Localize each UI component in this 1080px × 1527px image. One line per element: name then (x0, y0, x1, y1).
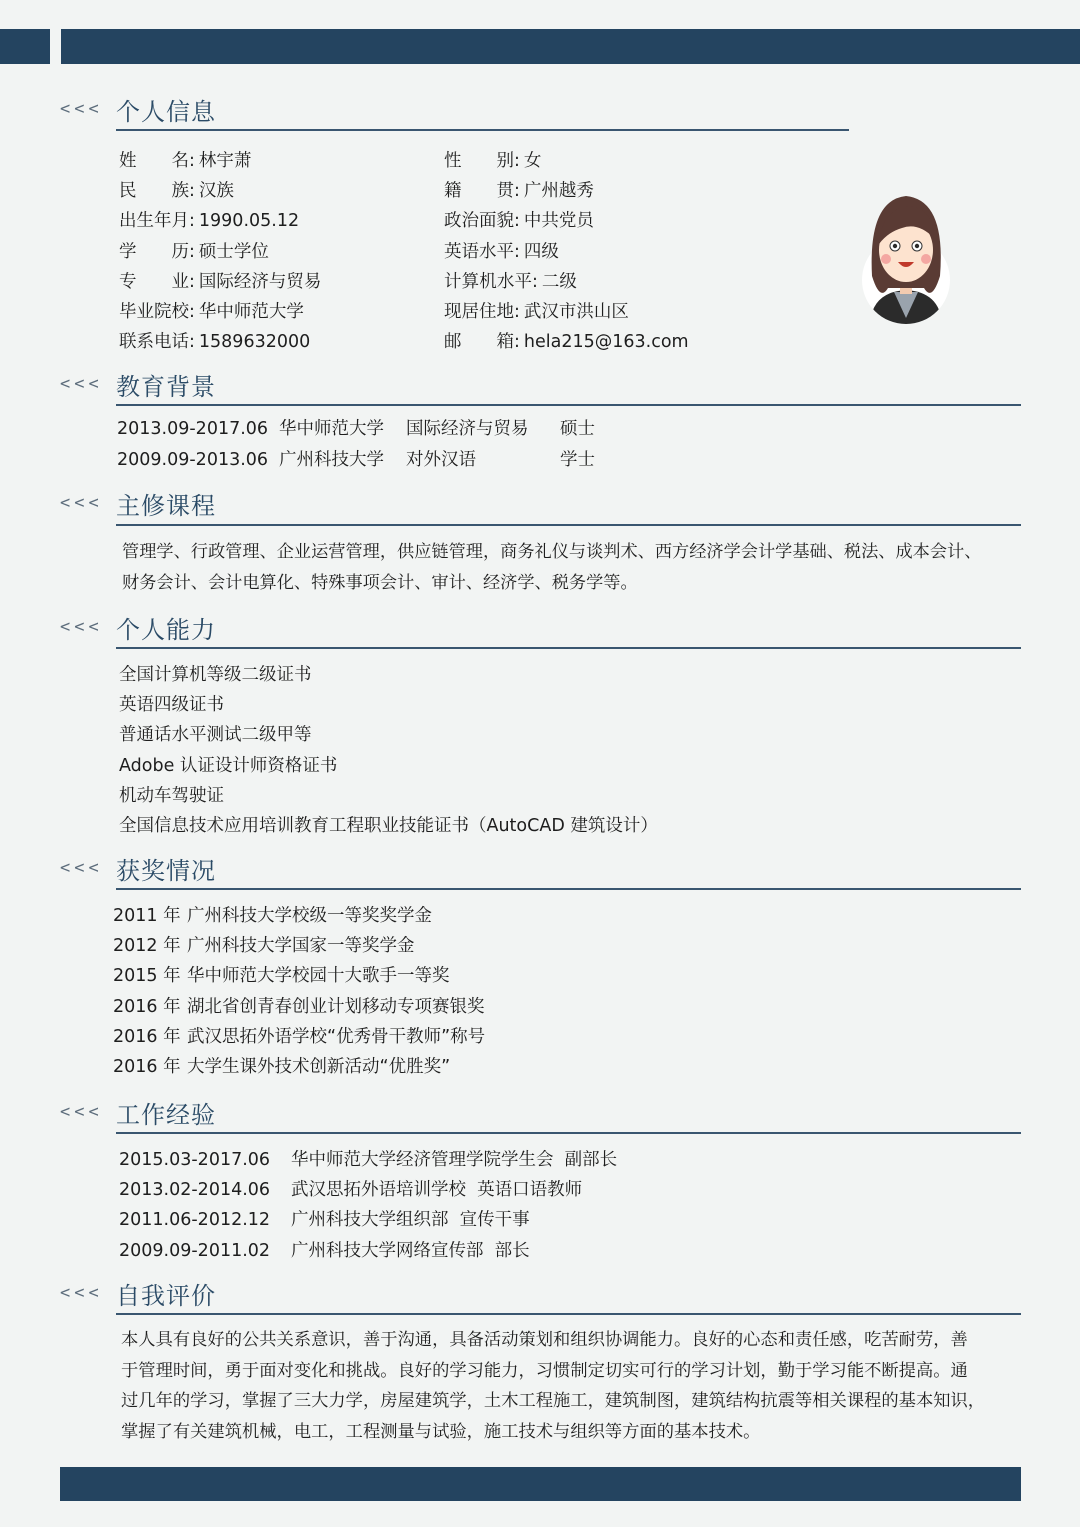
section-title: 主修课程 (116, 491, 216, 520)
education-period: 2013.09-2017.06 (117, 419, 269, 439)
info-label: 计算机水平 (444, 271, 532, 292)
work-period: 2015.03-2017.06 (119, 1150, 271, 1170)
section-divider (116, 524, 1021, 526)
footer-bar (60, 1467, 1021, 1501)
info-separator: : (514, 302, 520, 322)
chevrons-left-icon: <<< (60, 1283, 103, 1303)
work-text: 广州科技大学网络宣传部 部长 (291, 1240, 530, 1261)
info-value: 华中师范大学 (198, 302, 304, 322)
info-separator: : (189, 181, 195, 202)
courses-line: 财务会计、会计电算化、特殊事项会计、审计、经济学、税务学等。 (122, 573, 638, 593)
self-eval-line: 本人具有良好的公共关系意识，善于沟通，具备活动策划和组织协调能力。良好的心态和责任感，吃苦耐劳，善 (121, 1330, 968, 1350)
info-separator: : (189, 241, 195, 262)
education-degree: 硕士 (560, 419, 595, 439)
education-school: 华中师范大学 (279, 419, 384, 439)
info-label: 姓名 (119, 151, 189, 171)
info-label: 现居住地 (444, 302, 514, 322)
info-value: 女 (523, 151, 542, 171)
info-value: 汉族 (198, 181, 234, 202)
award-text: 广州科技大学校级一等奖奖学金 (187, 906, 432, 926)
info-value: 国际经济与贸易 (198, 271, 322, 292)
section-divider (116, 1132, 1021, 1134)
info-row (119, 268, 321, 293)
award-year: 2016 年 (113, 1026, 181, 1047)
section-header-awards (60, 851, 216, 885)
education-major: 国际经济与贸易 (406, 419, 529, 439)
section-header-education (60, 367, 216, 401)
section-divider (116, 1313, 1021, 1315)
info-value: 武汉市洪山区 (523, 302, 629, 322)
education-major: 对外汉语 (406, 449, 476, 470)
info-value: 1990.05.12 (198, 211, 300, 232)
header-bar-left (0, 29, 50, 64)
section-header-courses (60, 486, 216, 520)
info-separator: : (514, 151, 520, 171)
info-separator: : (189, 302, 195, 322)
chevrons-left-icon: <<< (60, 99, 103, 119)
info-label: 专业 (119, 271, 189, 292)
info-row (444, 268, 577, 293)
info-separator: : (189, 332, 195, 353)
info-value: 广州越秀 (523, 181, 594, 202)
info-row (444, 147, 541, 172)
info-row (119, 177, 234, 202)
info-row (444, 298, 629, 323)
info-separator: : (514, 241, 520, 262)
info-label: 出生年月 (119, 211, 189, 232)
self-eval-line: 过几年的学习，掌握了三大力学，房屋建筑学，土木工程施工，建筑制图，建筑结构抗震等相关课程的基本知识， (121, 1391, 986, 1411)
section-divider (116, 404, 1021, 406)
info-separator: : (189, 211, 195, 232)
skill-item: 普通话水平测试二级甲等 (119, 725, 312, 746)
skill-item: 英语四级证书 (119, 695, 224, 716)
work-text: 华中师范大学经济管理学院学生会 副部长 (291, 1150, 618, 1170)
skill-item: 机动车驾驶证 (119, 785, 224, 806)
info-value: 中共党员 (523, 211, 594, 232)
info-separator: : (514, 211, 520, 232)
info-value: 1589632000 (198, 332, 311, 353)
work-period: 2013.02-2014.06 (119, 1180, 271, 1201)
info-row (119, 328, 310, 353)
section-header-personal (60, 92, 216, 126)
work-period: 2011.06-2012.12 (119, 1210, 271, 1231)
info-separator: : (189, 271, 195, 292)
courses-line: 管理学、行政管理、企业运营管理，供应链管理，商务礼仪与谈判术、西方经济学会计学基础、税法、成本会计、 (122, 542, 982, 562)
info-value: 硕士学位 (198, 241, 269, 262)
award-year: 2015 年 (113, 966, 181, 987)
award-text: 湖北省创青春创业计划移动专项赛银奖 (187, 996, 485, 1017)
skill-item: Adobe 认证设计师资格证书 (119, 755, 338, 776)
education-school: 广州科技大学 (279, 449, 384, 470)
info-row (444, 328, 689, 353)
info-label: 毕业院校 (119, 302, 189, 322)
info-row (444, 177, 594, 202)
award-year: 2012 年 (113, 936, 181, 957)
info-separator: : (514, 181, 520, 202)
info-row (119, 298, 304, 323)
woman-avatar-icon (862, 192, 950, 324)
info-label: 联系电话 (119, 332, 189, 353)
chevrons-left-icon: <<< (60, 1102, 103, 1122)
section-title: 个人信息 (116, 97, 216, 126)
education-degree: 学士 (560, 449, 595, 470)
section-title: 教育背景 (116, 372, 216, 401)
info-row (119, 238, 269, 263)
chevrons-left-icon: <<< (60, 374, 103, 394)
info-label: 英语水平 (444, 241, 514, 262)
section-header-skills (60, 610, 216, 644)
info-label: 政治面貌 (444, 211, 514, 232)
award-year: 2016 年 (113, 1057, 181, 1077)
education-period: 2009.09-2013.06 (117, 449, 269, 470)
skill-item: 全国计算机等级二级证书 (119, 665, 312, 685)
info-row (444, 238, 559, 263)
award-text: 广州科技大学国家一等奖学金 (187, 936, 415, 957)
header-bar-main (61, 29, 1080, 64)
self-eval-line: 掌握了有关建筑机械，电工，工程测量与试验，施工技术与组织等方面的基本技术。 (121, 1421, 761, 1442)
skill-item: 全国信息技术应用培训教育工程职业技能证书（AutoCAD 建筑设计） (119, 816, 658, 836)
info-value: 四级 (523, 241, 559, 262)
info-separator: : (189, 151, 195, 171)
section-header-work (60, 1095, 216, 1129)
award-text: 武汉思拓外语学校“优秀骨干教师”称号 (187, 1026, 486, 1047)
section-divider (116, 647, 1021, 649)
work-period: 2009.09-2011.02 (119, 1240, 271, 1261)
info-value: 二级 (541, 271, 577, 292)
info-label: 性别 (444, 151, 514, 171)
chevrons-left-icon: <<< (60, 858, 103, 878)
award-text: 华中师范大学校园十大歌手一等奖 (187, 966, 450, 987)
award-text: 大学生课外技术创新活动“优胜奖” (187, 1057, 451, 1077)
info-separator: : (514, 332, 520, 353)
info-label: 籍贯 (444, 181, 514, 202)
section-title: 自我评价 (116, 1281, 216, 1310)
section-title: 获奖情况 (116, 856, 216, 885)
section-title: 工作经验 (116, 1100, 216, 1129)
info-label: 学历 (119, 241, 189, 262)
work-text: 武汉思拓外语培训学校 英语口语教师 (291, 1180, 583, 1201)
info-row (444, 207, 594, 232)
award-year: 2011 年 (113, 906, 181, 926)
info-separator: : (532, 271, 538, 292)
section-header-self-eval (60, 1276, 216, 1310)
chevrons-left-icon: <<< (60, 617, 103, 637)
info-value: hela215@163.com (523, 332, 689, 353)
info-row (119, 207, 299, 232)
self-eval-line: 于管理时间，勇于面对变化和挑战。良好的学习能力，习惯制定切实可行的学习计划，勤于学习能不断提高。通 (121, 1360, 968, 1381)
award-year: 2016 年 (113, 996, 181, 1017)
section-divider (116, 129, 849, 131)
chevrons-left-icon: <<< (60, 493, 103, 513)
info-label: 民族 (119, 181, 189, 202)
work-text: 广州科技大学组织部 宣传干事 (291, 1210, 530, 1231)
info-value: 林宇萧 (198, 151, 252, 171)
info-row (119, 147, 251, 172)
info-label: 邮箱 (444, 332, 514, 353)
section-title: 个人能力 (116, 615, 216, 644)
section-divider (116, 888, 1021, 890)
